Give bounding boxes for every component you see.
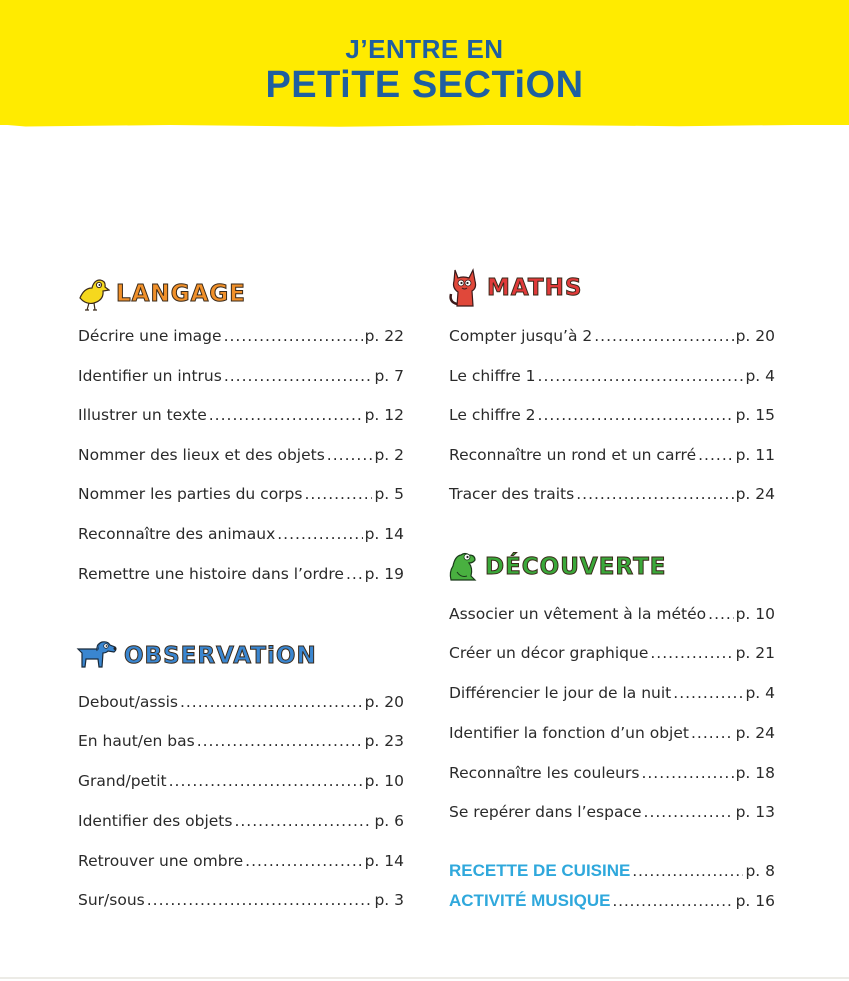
leader-dots	[224, 367, 373, 385]
toc-item-page: p. 18	[735, 764, 775, 782]
leader-dots	[698, 446, 733, 464]
toc-item-label: Reconnaître un rond et un carré	[449, 446, 697, 464]
toc-item-label: Compter jusqu’à 2	[449, 327, 593, 345]
toc-extra-recette[interactable]	[449, 861, 775, 883]
toc-extra-page: p. 16	[735, 892, 775, 910]
toc-item-label: Identifier des objets	[78, 812, 233, 830]
toc-item-label: Reconnaître des animaux	[78, 525, 276, 543]
toc-item[interactable]	[78, 772, 404, 794]
toc-item-label: Sur/sous	[78, 891, 145, 909]
leader-dots	[613, 891, 734, 911]
toc-item-page: p. 4	[745, 684, 775, 702]
toc-item[interactable]	[78, 565, 404, 587]
toc-item[interactable]	[449, 446, 775, 468]
leader-dots	[224, 327, 363, 345]
toc-item[interactable]	[78, 406, 404, 428]
toc-item-label: Tracer des traits	[449, 485, 575, 503]
leader-dots	[209, 406, 363, 424]
toc-item-page: p. 7	[374, 367, 404, 385]
leader-dots	[234, 812, 372, 830]
leader-dots	[245, 852, 362, 870]
toc-item-page: p. 21	[735, 644, 775, 662]
toc-item-label: En haut/en bas	[78, 732, 195, 750]
leader-dots	[197, 732, 363, 750]
leader-dots	[327, 446, 373, 464]
toc-item[interactable]	[449, 406, 775, 428]
leader-dots	[708, 605, 733, 623]
leader-dots	[346, 565, 363, 583]
leader-dots	[576, 485, 733, 503]
toc-item-label: Le chiffre 1	[449, 367, 536, 385]
toc-item-page: p. 4	[745, 367, 775, 385]
toc-item[interactable]	[78, 732, 404, 754]
toc-item[interactable]	[449, 367, 775, 389]
toc-item-label: Retrouver une ombre	[78, 852, 244, 870]
toc-item-label: Reconnaître les couleurs	[449, 764, 640, 782]
toc-item[interactable]	[449, 684, 775, 706]
toc-item-page: p. 23	[364, 732, 404, 750]
section-langage-header	[76, 272, 246, 316]
toc-item[interactable]	[449, 644, 775, 666]
toc-item-page: p. 24	[735, 724, 775, 742]
toc-item[interactable]	[449, 605, 775, 627]
section-observation-title: OBSERVATiON	[124, 643, 317, 669]
toc-item-page: p. 19	[364, 565, 404, 583]
toc-item[interactable]	[78, 693, 404, 715]
section-decouverte-header	[447, 545, 667, 589]
toc-item[interactable]	[449, 764, 775, 786]
leader-dots	[304, 485, 372, 503]
toc-item-label: Illustrer un texte	[78, 406, 207, 424]
leader-dots	[691, 724, 734, 742]
toc-item[interactable]	[449, 485, 775, 507]
toc-item-label: Associer un vêtement à la météo	[449, 605, 707, 623]
bird-icon	[76, 276, 110, 312]
toc-item-page: p. 13	[735, 803, 775, 821]
toc-item-page: p. 22	[364, 327, 404, 345]
toc-item-label: Se repérer dans l’espace	[449, 803, 642, 821]
toc-item-label: Créer un décor graphique	[449, 644, 649, 662]
section-decouverte-title: DÉCOUVERTE	[485, 554, 667, 580]
toc-item-page: p. 2	[374, 446, 404, 464]
section-langage-title: LANGAGE	[116, 281, 246, 307]
toc-item-label: Identifier un intrus	[78, 367, 222, 385]
toc-item-page: p. 3	[374, 891, 404, 909]
toc-item[interactable]	[78, 367, 404, 389]
toc-item-page: p. 10	[364, 772, 404, 790]
toc-item-page: p. 10	[735, 605, 775, 623]
toc-item-label: Le chiffre 2	[449, 406, 536, 424]
toc-extra-page: p. 8	[745, 862, 775, 880]
leader-dots	[673, 684, 743, 702]
leader-dots	[147, 891, 373, 909]
toc-item-label: Identifier la fonction d’un objet	[449, 724, 689, 742]
leader-dots	[277, 525, 362, 543]
leader-dots	[641, 764, 733, 782]
toc-item-label: Remettre une histoire dans l’ordre	[78, 565, 344, 583]
cat-icon	[447, 266, 481, 310]
title-line-2: PETiTE SECTiON	[265, 64, 584, 106]
leader-dots	[644, 803, 734, 821]
title-line-1: J’ENTRE EN	[345, 34, 504, 64]
toc-item-label: Différencier le jour de la nuit	[449, 684, 672, 702]
toc-item[interactable]	[78, 891, 404, 913]
toc-item-page: p. 24	[735, 485, 775, 503]
leader-dots	[538, 367, 744, 385]
leader-dots	[594, 327, 733, 345]
toc-extra-musique[interactable]	[449, 891, 775, 913]
dog-icon	[76, 639, 118, 673]
toc-item[interactable]	[78, 525, 404, 547]
toc-item-page: p. 12	[364, 406, 404, 424]
leader-dots	[169, 772, 363, 790]
leader-dots	[650, 644, 733, 662]
left-column	[78, 0, 404, 981]
toc-item-page: p. 6	[374, 812, 404, 830]
toc-item[interactable]	[449, 803, 775, 825]
section-maths-header	[447, 266, 582, 310]
toc-item-label: Grand/petit	[78, 772, 167, 790]
page-bottom-edge	[0, 977, 849, 979]
leader-dots	[538, 406, 734, 424]
toc-item[interactable]	[78, 852, 404, 874]
section-maths-title: MATHS	[487, 275, 583, 301]
toc-item-label: Nommer des lieux et des objets	[78, 446, 325, 464]
toc-item[interactable]	[78, 327, 404, 349]
toc-item[interactable]	[78, 812, 404, 834]
toc-item[interactable]	[449, 724, 775, 746]
toc-item-page: p. 15	[735, 406, 775, 424]
toc-item-page: p. 5	[374, 485, 404, 503]
toc-extra-label: RECETTE DE CUISINE	[449, 861, 631, 880]
section-observation-header	[76, 634, 317, 678]
toc-item[interactable]	[78, 485, 404, 507]
toc-item-page: p. 20	[735, 327, 775, 345]
frog-icon	[447, 550, 479, 584]
toc-item-label: Décrire une image	[78, 327, 222, 345]
leader-dots	[632, 861, 743, 881]
toc-item-page: p. 14	[364, 852, 404, 870]
leader-dots	[180, 693, 363, 711]
toc-item[interactable]	[78, 446, 404, 468]
toc-extra-label: ACTIVITÉ MUSIQUE	[449, 891, 611, 910]
toc-item-page: p. 20	[364, 693, 404, 711]
toc-item-label: Nommer les parties du corps	[78, 485, 303, 503]
toc-item[interactable]	[449, 327, 775, 349]
toc-item-page: p. 14	[364, 525, 404, 543]
toc-item-label: Debout/assis	[78, 693, 178, 711]
right-column	[449, 0, 775, 981]
toc-item-page: p. 11	[735, 446, 775, 464]
